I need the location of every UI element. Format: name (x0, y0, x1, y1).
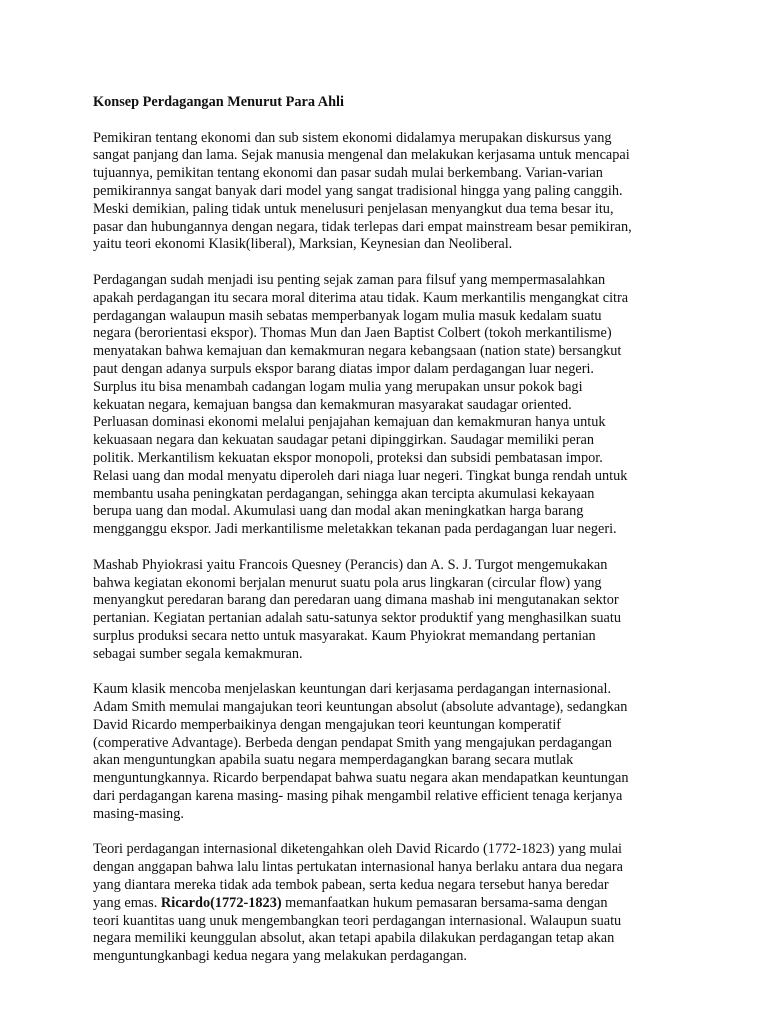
text-line: menyatakan bahwa kemajuan dan kemakmuran negara kebangsaan (nation state) bersangkut (93, 343, 622, 360)
text-line: berupa uang dan modal. Akumulasi uang dan modal akan meningkatkan harga barang (93, 503, 584, 520)
paragraph-2 (93, 272, 733, 539)
text-line: pemikirannya sangat banyak dari model yang sangat tradisional hingga yang paling canggih. (93, 182, 623, 199)
text-line: Surplus itu bisa menambah cadangan logam mulia yang merupakan unsur pokok bagi (93, 378, 583, 395)
document-title: Konsep Perdagangan Menurut Para Ahli (93, 94, 345, 110)
text-line: yang diantara mereka tidak ada tembok pabean, serta kedua negara tersebut hanya beredar (93, 877, 609, 894)
text-line: apakah perdagangan itu secara moral diterima atau tidak. Kaum merkantilis mengangkat citra (93, 289, 629, 306)
text-line: Perdagangan sudah menjadi isu penting sejak zaman para filsuf yang mempermasalahkan (93, 271, 606, 288)
text-line: masing-masing. (93, 805, 184, 822)
text-line: dengan anggapan bahwa lalu lintas pertukatan internasional hanya berlaku antara dua negara (93, 859, 623, 876)
text-line: mengganggu ekspor. Jadi merkantilisme meletakkan tekanan pada perdagangan luar negeri. (93, 521, 617, 538)
text-line: menguntungkannya. Ricardo berpendapat bahwa suatu negara akan mendapatkan keuntungan (93, 770, 629, 787)
text-line: menguntungkanbagi kedua negara yang melakukan perdagangan. (93, 948, 467, 965)
text-line: menyangkut peredaran barang dan peredaran uang dimana mashab ini mengutanakan sektor (93, 592, 619, 609)
text-line: perdagangan walaupun masih sebatas memperbanyak logam mulia masuk kedalam suatu (93, 307, 602, 324)
text-line: Perluasan dominasi ekonomi melalui penjajahan kemajuan dan kemakmuran hanya untuk (93, 414, 606, 431)
paragraph-3 (93, 557, 733, 664)
text-line: Teori perdagangan internasional diketengahkan oleh David Ricardo (1772-1823) yang mulai (93, 841, 623, 858)
text-line: membantu usaha peningkatan perdagangan, sehingga akan tercipta akumulasi kekayaan (93, 485, 595, 502)
text-line: Adam Smith memulai mangajukan teori keuntungan absolut (absolute advantage), sedangkan (93, 699, 628, 716)
text-line: sangat panjang dan lama. Sejak manusia mengenal dan melakukan kerjasama untuk mencapai (93, 147, 630, 164)
text-line: akan menguntungkan apabila suatu negara memperdagangkan barang secara mutlak (93, 752, 574, 769)
paragraph-1 (93, 130, 733, 255)
text-line: kekuatan negara, kemajuan bangsa dan kemakmuran masyarakat saudagar oriented. (93, 396, 572, 413)
text-line: Pemikiran tentang ekonomi dan sub sistem ekonomi didalamya merupakan diskursus yang (93, 129, 612, 146)
text-line: teori kuantitas uang unuk mengembangkan teori perdagangan internasional. Walaupun suatu (93, 912, 622, 929)
text-segment: memanfaatkan hukum pemasaran bersama-sama dengan (281, 894, 608, 911)
paragraph-4 (93, 681, 733, 823)
text-line: bahwa kegiatan ekonomi berjalan menurut suatu pola arus lingkaran (circular flow) yang (93, 574, 602, 591)
text-line: David Ricardo memperbaikinya dengan mengajukan teori keuntungan komperatif (93, 716, 562, 733)
text-line: tujuannya, pemikitan tentang ekonomi dan pasar sudah mulai berkembang. Varian-varian (93, 165, 603, 182)
text-line: paut dengan adanya surpuls ekspor barang diatas impor dalam perdagangan luar negeri. (93, 360, 595, 377)
paragraph-5 (93, 841, 733, 966)
text-line: (comperative Advantage). Berbeda dengan pendapat Smith yang mengajukan perdagangan (93, 734, 612, 751)
text-line: pertanian. Kegiatan pertanian adalah satu-satunya sektor produktif yang menghasilkan suatu (93, 610, 622, 627)
text-line: negara (berorientasi ekspor). Thomas Mun dan Jaen Baptist Colbert (tokoh merkantilisme) (93, 325, 612, 342)
text-line: surplus produksi secara netto untuk masyarakat. Kaum Phyiokrat memandang pertanian (93, 627, 596, 644)
text-line: sebagai sumber segala kemakmuran. (93, 645, 303, 662)
text-line: Kaum klasik mencoba menjelaskan keuntungan dari kerjasama perdagangan internasional. (93, 681, 612, 698)
text-segment: yang emas. (93, 894, 161, 911)
text-line: Meski demikian, paling tidak untuk menelusuri penjelasan menyangkut dua tema besar itu, (93, 200, 614, 217)
text-line: Mashab Phyiokrasi yaitu Francois Quesney (Perancis) dan A. S. J. Turgot mengemukakan (93, 556, 608, 573)
text-line: pasar dan hubungannya dengan negara, tidak terlepas dari empat mainstream besar pemikiran, (93, 218, 632, 235)
bold-name: Ricardo(1772-1823) (160, 894, 282, 911)
document-body (93, 94, 733, 966)
text-line: politik. Merkantilism kekuatan ekspor monopoli, proteksi dan subsidi pembatasan impor. (93, 449, 603, 466)
text-line: dari perdagangan karena masing- masing pihak mengambil relative efficient tenaga kerjanya (93, 788, 623, 805)
text-line-with-bold (93, 895, 733, 913)
text-line: yaitu teori ekonomi Klasik(liberal), Marksian, Keynesian dan Neoliberal. (93, 236, 513, 253)
text-line: Relasi uang dan modal menyatu diperoleh dari niaga luar negeri. Tingkat bunga rendah untuk (93, 467, 628, 484)
text-line: negara memiliki keunggulan absolut, akan tetapi apabila dilakukan perdagangan tetap akan (93, 930, 615, 947)
text-line: kekuasaan negara dan kekuatan saudagar petani dipinggirkan. Saudagar memiliki peran (93, 432, 594, 449)
